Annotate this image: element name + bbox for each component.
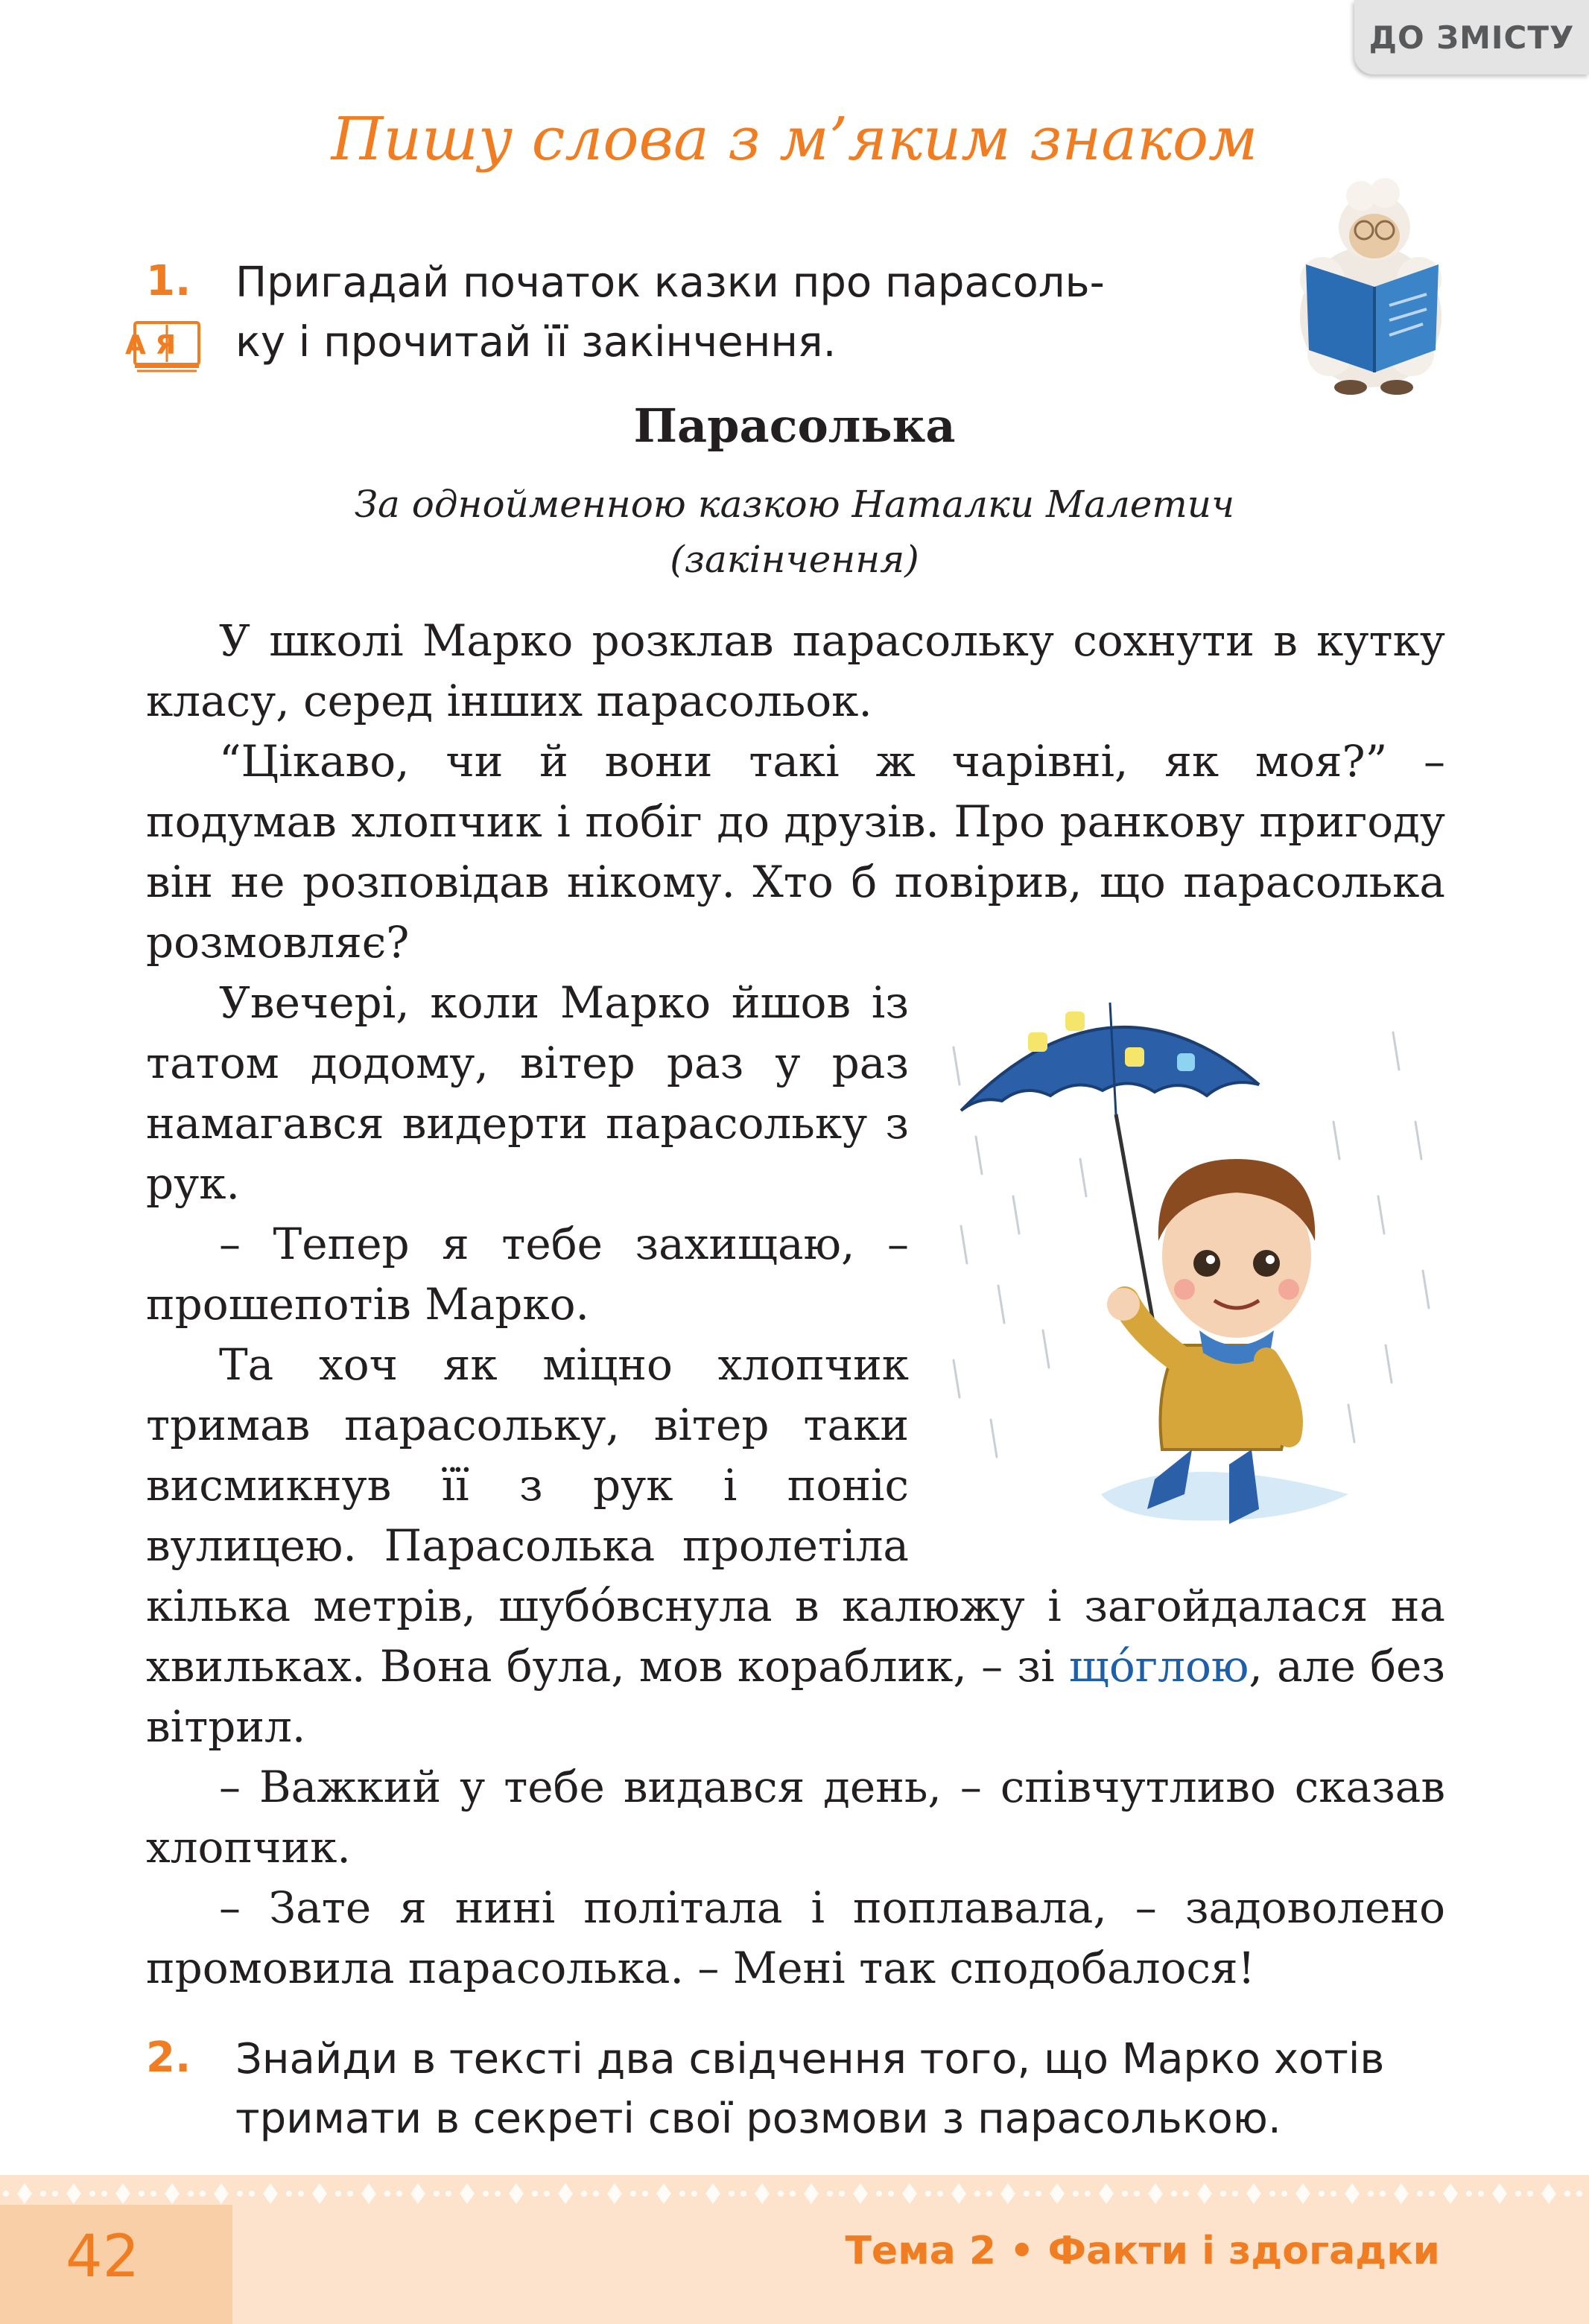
task-1-line-2: ку і прочитай її закінчення.: [235, 318, 837, 366]
story-paragraph-7: – Зате я нині політала і поплавала, – задоволено промовила парасолька. – Мені так сподобалося!: [146, 1882, 1445, 1993]
page-number: 42: [66, 2223, 140, 2290]
toc-tab-label: ДО ЗМІСТУ: [1368, 19, 1575, 56]
task-2-number: 2.: [146, 2034, 191, 2082]
task-1-line-1: Пригадай початок казки про парасоль-: [235, 258, 1105, 307]
boy-with-umbrella-illustration: [931, 973, 1445, 1569]
footer-ornament: [0, 2179, 1589, 2209]
task-1-number: 1.: [146, 257, 191, 305]
story-attribution: [0, 477, 1589, 587]
story-text: [146, 611, 1445, 1998]
paragraph-5-text-before: Та хоч як міцно хлопчик тримав парасольку, вітер таки висмикнув її з рук і поніс вулицею. Парасолька пролетіла кілька метрів, шубо́вснула в калюжу і загойдалася на хвильках. Вона була, мов кораблик, – зі: [146, 1339, 1445, 1692]
alphabet-book-icon: [124, 320, 201, 374]
story-paragraph-6: – Важкий у тебе видався день, – співчутливо сказав хлопчик.: [146, 1762, 1445, 1873]
page-title: Пишу слова з м’яким знаком: [331, 104, 1258, 174]
story-paragraph-3: Увечері, коли Марко йшов із татом додому, вітер раз у раз намагався видерти парасольку з рук.: [146, 977, 909, 1209]
glossary-word[interactable]: що́глою: [1068, 1641, 1249, 1692]
attribution-line-2: (закінчення): [670, 538, 919, 581]
story-paragraph-2: “Цікаво, чи й вони такі ж чарівні, як моя?” – подумав хлопчик і побіг до друзів. Про ранкову пригоду він не розповідав нікому. Хто б повірив, що парасолька розмовляє?: [146, 736, 1445, 968]
attribution-line-1: За однойменною казкою Наталки Малетич: [354, 483, 1235, 526]
footer-topic: Тема 2 • Факти і здогадки: [845, 2229, 1440, 2273]
task-2-line-2: тримати в секреті свої розмови з парасолькою.: [235, 2095, 1281, 2143]
paragraph-5-text-after: , але без вітрил.: [146, 1641, 1446, 1752]
story-title: Парасолька: [633, 399, 956, 453]
sheep-reading-illustration: [1293, 175, 1449, 399]
task-2-line-1: Знайди в тексті два свідчення того, що Марко хотів: [235, 2035, 1385, 2083]
story-paragraph-4: – Тепер я тебе захищаю, – прошепотів Марко.: [146, 1219, 909, 1330]
table-of-contents-tab[interactable]: [1354, 0, 1589, 74]
story-paragraph-1: У школі Марко розклав парасольку сохнути в кутку класу, серед інших парасольок.: [146, 615, 1445, 726]
icon-letters: А Я: [124, 330, 177, 361]
